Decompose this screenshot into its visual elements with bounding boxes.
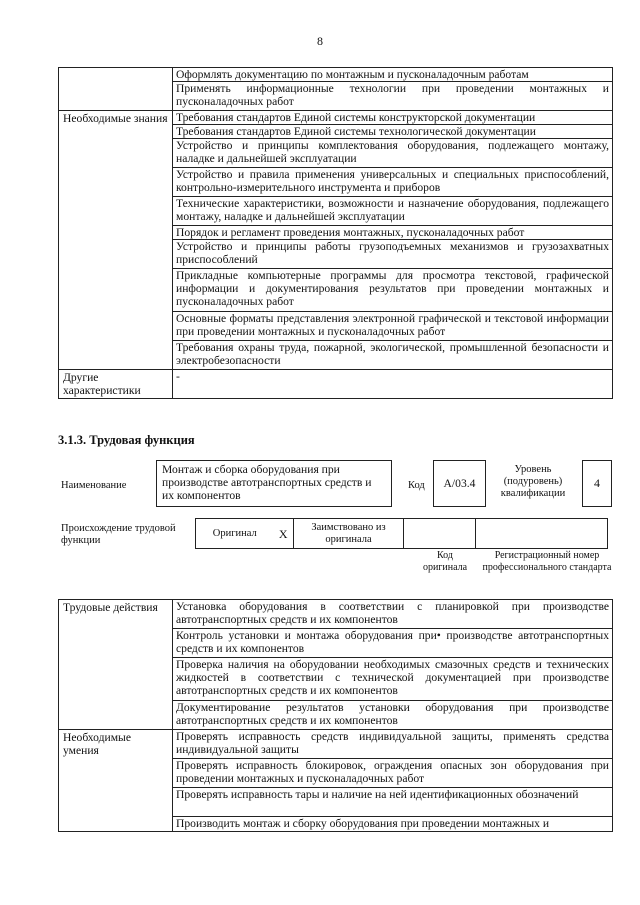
borrowed-label: Заимствовано из оригинала: [294, 519, 404, 549]
origin-table: [195, 518, 608, 549]
table-cell: Технические характеристики, возможности и назначение оборудования, подлежащего монтажу, наладке и дальнейшей эксплуатации: [173, 197, 613, 226]
table-cell: Порядок и регламент проведения монтажных, пусконаладочных работ: [173, 226, 613, 240]
code-original-cell: [404, 519, 476, 549]
table-cell: Проверять исправность блокировок, ограждения опасных зон оборудования при проведении монтажных и пусконаладочных работ: [173, 759, 613, 788]
level-text: 4: [594, 476, 600, 490]
code-original-caption: Код оригинала: [422, 550, 468, 573]
table-cell: Основные форматы представления электронной графической и текстовой информации при проведении монтажных и пусконаладочных работ: [173, 312, 613, 341]
section-title: 3.1.3. Трудовая функция: [58, 433, 195, 447]
row-label: [59, 68, 173, 111]
table-row: [59, 68, 613, 82]
table-row: [59, 111, 613, 125]
page-number: 8: [317, 34, 323, 48]
table-cell: Контроль установки и монтажа оборудования при• производстве автотранспортных средств и их компонентов: [173, 629, 613, 658]
reg-number-caption: Регистрационный номер профессионального стандарта: [482, 550, 612, 573]
level-value: [582, 460, 612, 507]
row-label: Необходимые умения: [59, 730, 173, 832]
table-row: [59, 370, 613, 399]
code-text: А/03.4: [443, 477, 476, 490]
table-cell: Проверять исправность тары и наличие на ней идентификационных обозначений: [173, 788, 613, 817]
row-label: Трудовые действия: [59, 600, 173, 730]
table-cell: Документирование результатов установки оборудования при производстве автотранспортных средств и их компонентов: [173, 701, 613, 730]
name-label: Наименование: [61, 480, 127, 491]
level-label: Уровень (подуровень) квалификации: [500, 464, 566, 499]
origin-label: Происхождение трудовой функции: [61, 523, 176, 546]
top-requirements-table: [58, 67, 613, 399]
reg-number-cell: [476, 519, 608, 549]
table-cell: Применять информационные технологии при проведении монтажных и пусконаладочных работ: [173, 82, 613, 111]
table-cell: Прикладные компьютерные программы для просмотра текстовой, графической информации и документирования результатов при проведении монтажных и пусконаладочных работ: [173, 269, 613, 312]
table-row: [59, 600, 613, 629]
code-label: Код: [408, 480, 425, 491]
original-label: Оригинал: [196, 519, 274, 549]
table-cell: Производить монтаж и сборку оборудования при проведении монтажных и: [173, 817, 613, 832]
row-label: Другие характеристики: [59, 370, 173, 399]
table-cell: Устройство и правила применения универсальных и специальных приспособлений, контрольно-измерительного инструмента и приборов: [173, 168, 613, 197]
table-cell: Оформлять документацию по монтажным и пусконаладочным работам: [173, 68, 613, 82]
code-value: [433, 460, 486, 507]
table-cell: Требования стандартов Единой системы технологической документации: [173, 125, 613, 139]
name-value: Монтаж и сборка оборудования при производстве автотранспортных средств и их компонентов: [156, 460, 392, 507]
table-row: [59, 730, 613, 759]
table-cell: Установка оборудования в соответствии с планировкой при производстве автотранспортных средств и их компонентов: [173, 600, 613, 629]
table-cell: Устройство и принципы комплектования оборудования, подлежащего монтажу, наладке и дальнейшей эксплуатации: [173, 139, 613, 168]
table-cell: Устройство и принципы работы грузоподъемных механизмов и грузозахватных приспособлений: [173, 240, 613, 269]
table-row: [196, 519, 608, 549]
original-mark: X: [274, 519, 294, 549]
table-cell: -: [173, 370, 613, 399]
table-cell: Требования охраны труда, пожарной, экологической, промышленной безопасности и электробезопасности: [173, 341, 613, 370]
table-cell: Проверка наличия на оборудовании необходимых смазочных средств и технических жидкостей в соответствии с технической документацией при производстве автотранспортных средств и их компонентов: [173, 658, 613, 701]
labor-actions-table: [58, 599, 613, 832]
table-cell: Проверять исправность средств индивидуальной защиты, применять средства индивидуальной защиты: [173, 730, 613, 759]
table-cell: Требования стандартов Единой системы конструкторской документации: [173, 111, 613, 125]
row-label: Необходимые знания: [59, 111, 173, 370]
